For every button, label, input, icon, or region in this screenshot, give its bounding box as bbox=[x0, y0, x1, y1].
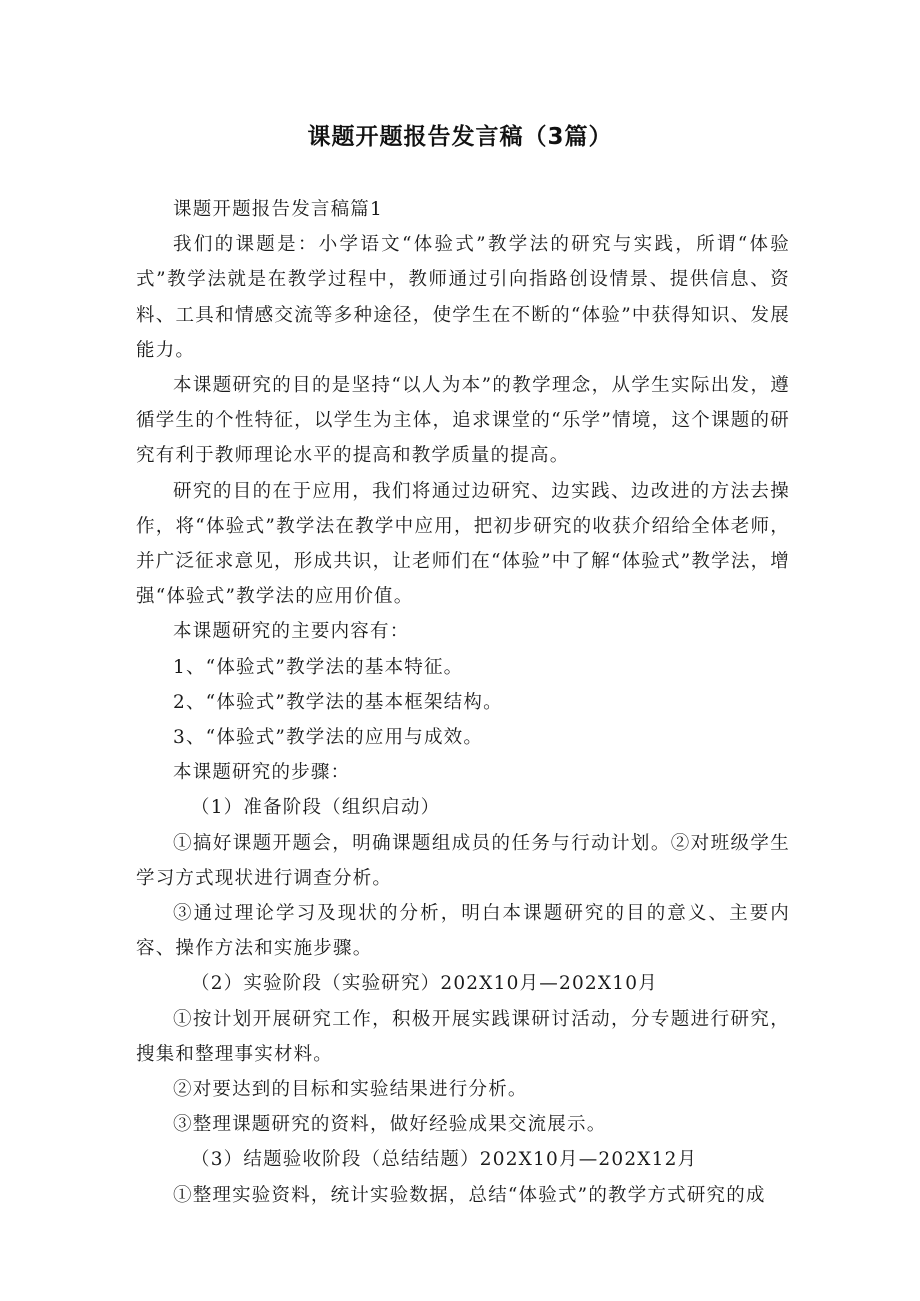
paragraph: ③整理课题研究的资料，做好经验成果交流展示。 bbox=[173, 1114, 607, 1136]
document-body bbox=[136, 192, 790, 1213]
paragraph: ①搞好课题开题会，明确课题组成员的任务与行动计划。②对班级学生学习方式现状进行调查分析。 bbox=[136, 832, 790, 889]
paragraph: ③通过理论学习及现状的分析，明白本课题研究的目的意义、主要内容、操作方法和实施步骤。 bbox=[136, 903, 790, 960]
paragraph: ①整理实验资料，统计实验数据，总结“体验式”的教学方式研究的成 bbox=[173, 1184, 766, 1206]
document-title: 课题开题报告发言稿（3篇） bbox=[307, 124, 613, 150]
list-item: 2、“体验式”教学法的基本框架结构。 bbox=[173, 691, 503, 713]
paragraph: ②对要达到的目标和实验结果进行分析。 bbox=[173, 1079, 528, 1101]
stage-heading: （3）结题验收阶段（总结结题）202X10月—202X12月 bbox=[191, 1149, 698, 1171]
paragraph: 研究的目的在于应用，我们将通过边研究、边实践、边改进的方法去操作，将“体验式”教学法在教学中应用，把初步研究的收获介绍给全体老师，并广泛征求意见，形成共识，让老师们在“体验”中了解“体验式”教学法，增强“体验式”教学法的应用价值。 bbox=[136, 480, 790, 608]
section-heading: 课题开题报告发言稿篇1 bbox=[173, 199, 383, 220]
paragraph: 本课题研究的步骤： bbox=[173, 762, 351, 784]
paragraph: 本课题研究的主要内容有： bbox=[173, 621, 410, 643]
stage-heading: （2）实验阶段（实验研究）202X10月—202X10月 bbox=[191, 973, 658, 995]
paragraph: 本课题研究的目的是坚持“以人为本”的教学理念，从学生实际出发，遵循学生的个性特征，以学生为主体，追求课堂的“乐学”情境，这个课题的研究有利于教师理论水平的提高和教学质量的提高。 bbox=[136, 375, 790, 467]
paragraph: 我们的课题是：小学语文“体验式”教学法的研究与实践，所谓“体验式”教学法就是在教学过程中，教师通过引向指路创设情景、提供信息、资料、工具和情感交流等多种途径，使学生在不断的“体验”中获得知识、发展能力。 bbox=[136, 234, 790, 361]
stage-heading: （1）准备阶段（组织启动） bbox=[191, 797, 441, 819]
paragraph: ①按计划开展研究工作，积极开展实践课研讨活动，分专题进行研究，搜集和整理事实材料。 bbox=[136, 1008, 790, 1065]
list-item: 3、“体验式”教学法的应用与成效。 bbox=[173, 727, 484, 749]
list-item: 1、“体验式”教学法的基本特征。 bbox=[173, 656, 464, 678]
